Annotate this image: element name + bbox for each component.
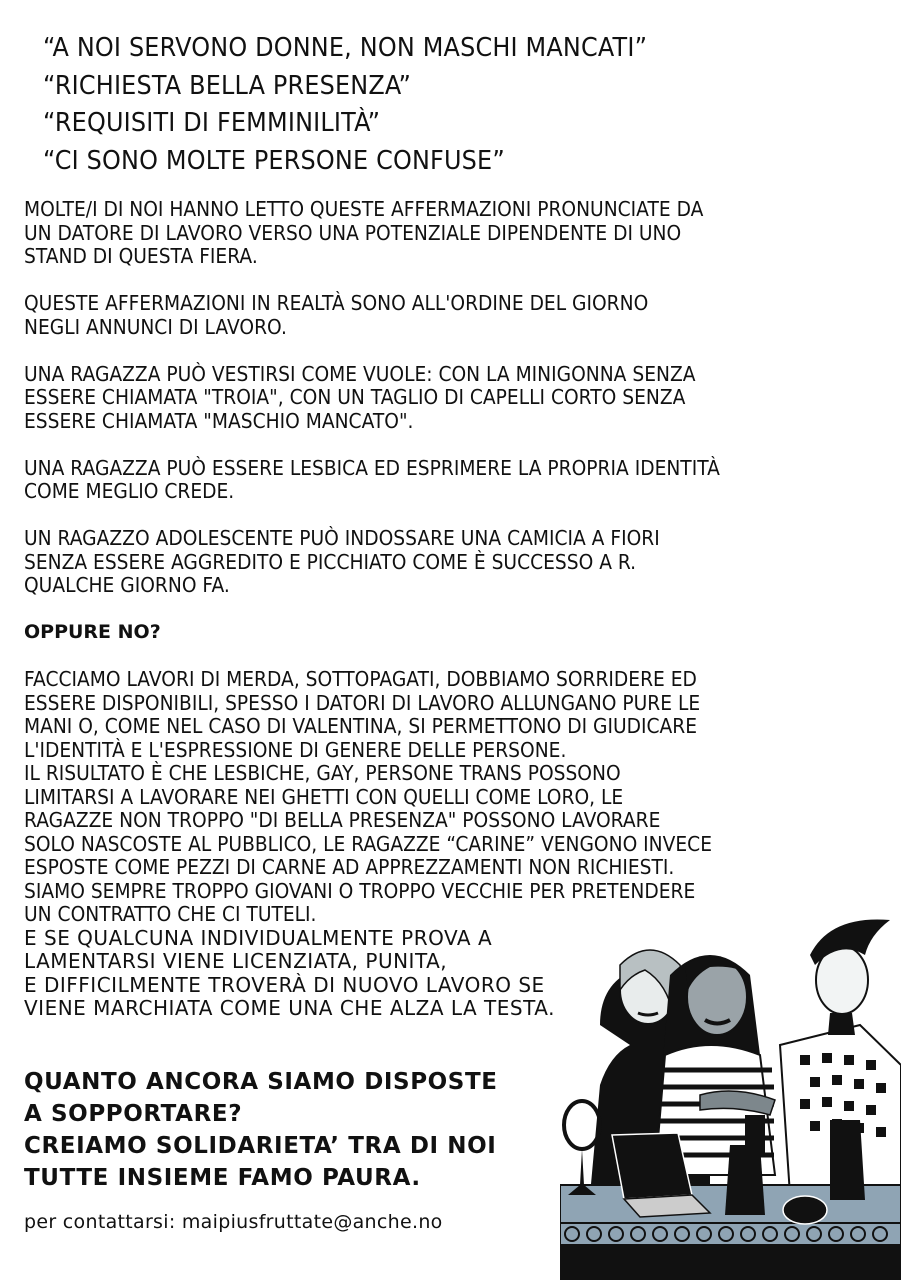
last-paragraph: E SE QUALCUNA INDIVIDUALMENTE PROVA A LAMENTARSI VIENE LICENZIATA, PUNITA, E DIFFICILMENTE TROVERÀ DI NUOVO LAVORO SE VIENE MARCHIATA COME UNA CHE ALZA LA TESTA. [24,925,555,1020]
slogan-line: TUTTE INSIEME FAMO PAURA. [24,1165,421,1191]
paragraph: QUESTE AFFERMAZIONI IN REALTÀ SONO ALL'ORDINE DEL GIORNO NEGLI ANNUNCI DI LAVORO. [24,291,649,339]
headline-quotes [43,30,700,180]
three-women-illustration [560,895,901,1280]
quote-line: “A NOI SERVONO DONNE, NON MASCHI MANCATI” [43,33,648,63]
quote-line: “CI SONO MOLTE PERSONE CONFUSE” [43,145,505,176]
slogan-line: QUANTO ANCORA SIAMO DISPOSTE [24,1069,498,1095]
paragraph: UNA RAGAZZA PUÒ VESTIRSI COME VUOLE: CON LA MINIGONNA SENZA ESSERE CHIAMATA "TROIA", CON UN TAGLIO DI CAPELLI CORTO SENZA ESSERE CHIAMATA "MASCHIO MANCATO". [24,361,696,433]
closing-slogan [24,1066,498,1194]
paragraph: UNA RAGAZZA PUÒ ESSERE LESBICA ED ESPRIMERE LA PROPRIA IDENTITÀ COME MEGLIO CREDE. [24,455,720,503]
slogan-line: CREIAMO SOLIDARIETA’ TRA DI NOI [24,1133,497,1159]
long-paragraph: FACCIAMO LAVORI DI MERDA, SOTTOPAGATI, DOBBIAMO SORRIDERE ED ESSERE DISPONIBILI, SPESSO I DATORI DI LAVORO ALLUNGANO PURE LE MANI O, COME NEL CASO DI VALENTINA, SI PERMETTONO DI GIUDICARE L'IDENTITÀ E L'ESPRESSIONE DI GENERE DELLE PERSONE. IL RISULTATO È CHE LESBICHE, GAY, PERSONE TRANS POSSONO LIMITARSI A LAVORARE NEI GHETTI CON QUELLI COME LORO, LE RAGAZZE NON TROPPO "DI BELLA PRESENZA" POSSONO LAVORARE SOLO NASCOSTE AL PUBBLICO, LE RAGAZZE “CARINE” VENGONO INVECE ESPOSTE COME PEZZI DI CARNE AD APPREZZAMENTI NON RICHIESTI. SIAMO SEMPRE TROPPO GIOVANI O TROPPO VECCHIE PER PRETENDERE UN CONTRATTO CHE CI TUTELI. [24,667,713,926]
paragraph: MOLTE/I DI NOI HANNO LETTO QUESTE AFFERMAZIONI PRONUNCIATE DA UN DATORE DI LAVORO VERSO UNA POTENZIALE DIPENDENTE DI UNO STAND DI QUESTA FIERA. [24,197,704,268]
contact-line: per contattarsi: maipiusfruttate@anche.no [24,1211,443,1233]
slogan-line: A SOPPORTARE? [24,1101,243,1127]
quote-line: “RICHIESTA BELLA PRESENZA” [43,70,412,101]
quote-line: “REQUISITI DI FEMMINILITÀ” [43,108,381,138]
question-heading: OPPURE NO? [24,621,161,643]
paragraph: UN RAGAZZO ADOLESCENTE PUÒ INDOSSARE UNA CAMICIA A FIORI SENZA ESSERE AGGREDITO E PICCHIATO COME È SUCCESSO A R. QUALCHE GIORNO FA. [24,526,660,597]
